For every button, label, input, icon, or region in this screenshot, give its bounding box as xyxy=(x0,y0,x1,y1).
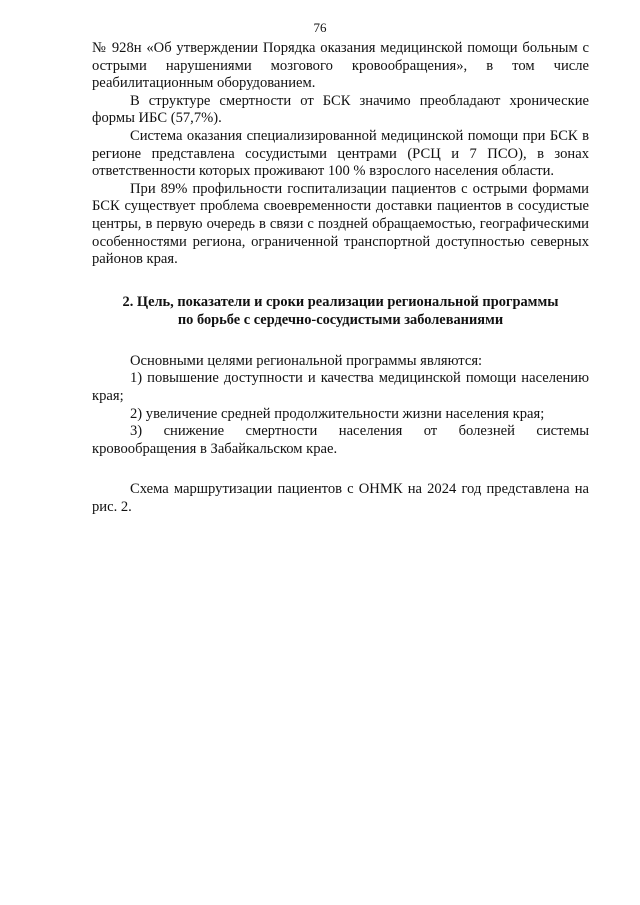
paragraph-delivery-problem: При 89% профильности госпитализации пациентов с острыми формами БСК существует проблема своевременности доставки пациентов в сосудистые центры, в первую очередь в связи с поздней обращаемостью, географическими особенностями региона, ограниченной транспортной доступностью северных районов края. xyxy=(92,180,589,268)
goal-item-3: 3) снижение смертности населения от болезней системы кровообращения в Забайкальском крае. xyxy=(92,423,589,457)
goal-item-1: 1) повышение доступности и качества медицинской помощи населению края; xyxy=(92,370,589,404)
goals-intro: Основными целями региональной программы являются: xyxy=(130,352,483,369)
section-heading-line-1: 2. Цель, показатели и сроки реализации региональной программы xyxy=(122,293,559,310)
section-heading xyxy=(92,293,589,329)
paragraph-care-system: Система оказания специализированной медицинской помощи при БСК в регионе представлена сосудистыми центрами (РСЦ и 7 ПСО), в зонах ответственности которых проживают 100 % взрослого населения области. xyxy=(92,127,589,180)
section-heading-line-2: по борьбе с сердечно-сосудистыми заболеваниями xyxy=(177,311,504,328)
goal-item-2: 2) увеличение средней продолжительности жизни населения края; xyxy=(130,405,545,422)
routing-scheme-reference: Схема маршрутизации пациентов с ОНМК на 2024 год представлена на рис. 2. xyxy=(92,481,589,515)
paragraph-order-reference: № 928н «Об утверждении Порядка оказания медицинской помощи больным с острыми нарушениями мозгового кровообращения», в том числе реабилитационным оборудованием. xyxy=(92,40,589,92)
paragraph-mortality-structure: В структуре смертности от БСК значимо преобладают хронические формы ИБС (57,7%). xyxy=(92,92,589,127)
document-body xyxy=(92,40,589,516)
page-number: 76 xyxy=(313,20,327,35)
